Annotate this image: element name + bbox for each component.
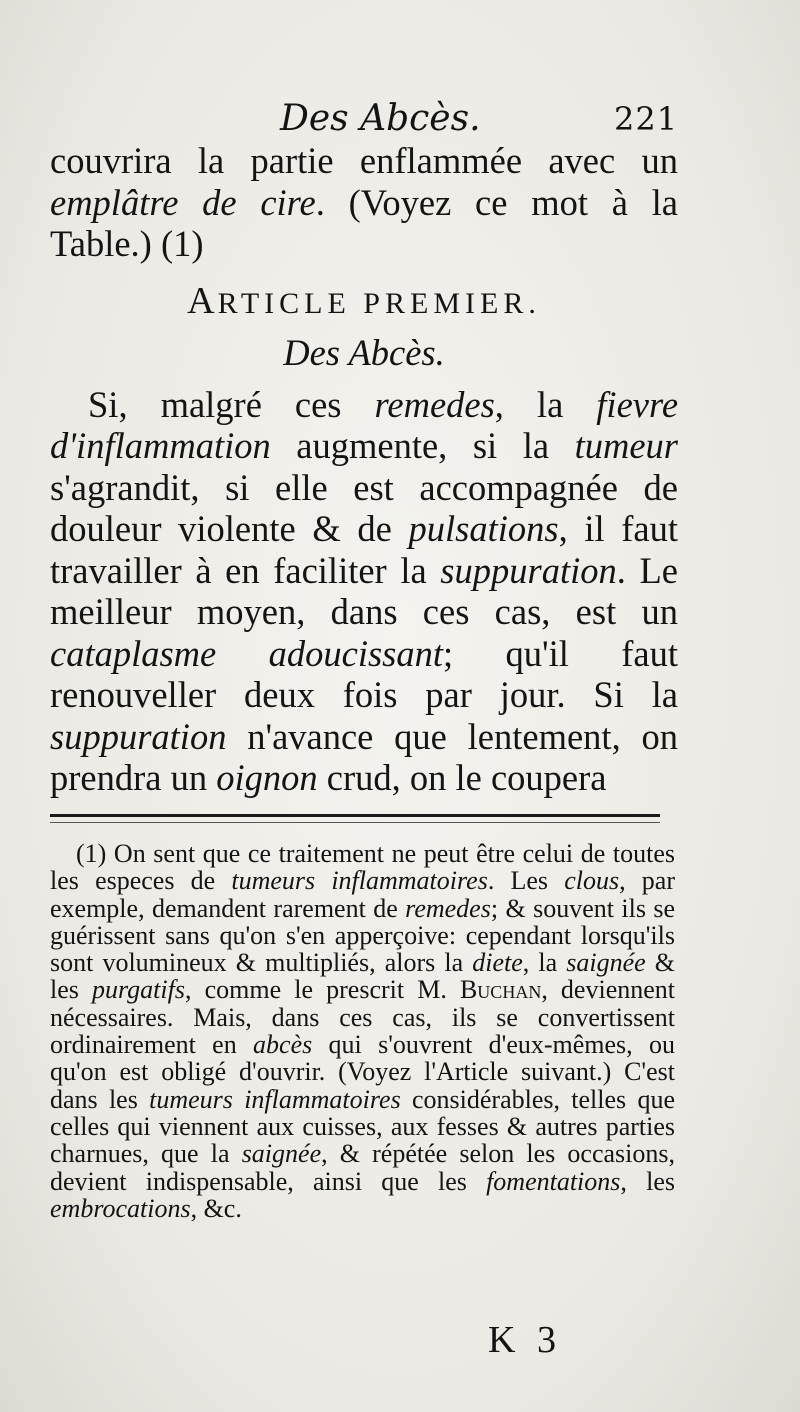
italic-run: cataplasme adoucissant [50,632,444,674]
italic-run: saignée [241,1139,322,1169]
italic-run: abcès [253,1030,313,1060]
text-run: . Le meilleur moyen, dans ces cas, est un [50,549,678,632]
running-title: Des Abcès. [280,98,481,139]
main-text [50,140,678,799]
footnote-paragraph [50,840,675,1222]
text-run: & les [50,948,675,1005]
text-run: augmente, si la [270,425,575,466]
page-number: 221 [614,100,679,138]
italic-run: tumeur [574,425,678,466]
italic-run: saignée [566,948,646,978]
italic-run: pulsations [408,508,559,549]
text-run: , &c. [190,1193,242,1223]
italic-run: diete [472,948,523,978]
text-run: , la [494,383,597,425]
text-run: qui s'ouvrent d'eux-mêmes, ou qu'on est obligé d'ouvrir. (Voyez l'Article suivant.) C'est dans les [50,1030,676,1114]
article-heading [50,281,678,325]
heading-initial: A [187,279,218,322]
italic-run: clous [564,866,620,896]
text-run: , les [620,1166,675,1196]
text-run: couvrira la partie enflammée avec un [50,140,678,181]
italic-run: emplâtre de cire [50,181,316,223]
italic-run: remedes [374,383,495,425]
text-run: s'agrandit, si elle est accompagnée de douleur violente & de [50,466,678,549]
italic-run: fievre d'inflammation [50,383,679,466]
italic-run: embrocations [50,1193,191,1223]
text-run: ; & souvent ils se guérissent sans qu'on s'en apperçoive: cependant lorsqu'ils sont volumineux & multipliés, alors la [50,893,675,978]
footnote [50,840,675,1222]
body-paragraph [50,384,678,799]
section-title: Des Abcès. [283,332,445,373]
italic-run: oignon [216,757,318,798]
italic-run: purgatifs [92,975,185,1005]
text-run: , par exemple, demandent rarement de [50,866,676,923]
text-run: n'avance que lentement, on prendra un [50,715,678,798]
text-run: ; qu'il faut renouveller deux fois par jour. Si la [50,632,679,715]
continuation-paragraph [50,140,678,265]
italic-run: fomentations [486,1166,621,1196]
italic-run: tumeurs inflammatoires [149,1084,401,1114]
author-name: Buchan [459,975,542,1005]
footnote-separator-thin-rule [50,822,660,823]
text-run: Si, malgré ces [88,383,375,425]
italic-run: suppuration [50,715,227,757]
text-run: , la [522,948,567,978]
footnote-separator-rule [50,814,660,817]
text-run: (1) On sent que ce traitement ne peut être celui de toutes les especes de [50,839,675,896]
italic-run: remedes [405,893,491,923]
text-run: . Les [487,866,565,896]
text-run: . (Voyez ce mot à la Table.) (1) [50,181,679,264]
text-run: crud, on le coupera [317,757,607,798]
italic-run: suppuration [440,549,617,591]
heading-rest: RTICLE PREMIER. [217,286,541,320]
signature-mark: K 3 [488,1319,562,1361]
text-run: , comme le prescrit M. [184,975,460,1005]
text-run: considérables, telles que celles qui viennent aux cuisses, aux fesses & autres parties charnues, que la [50,1084,675,1169]
italic-run: tumeurs inflammatoires [231,866,488,896]
text-run: , il faut travailler à en faciliter la [50,508,678,591]
text-run: , deviennent nécessaires. Mais, dans ces cas, ils se convertissent ordinairement en [50,975,676,1060]
text-run: , & répétée selon les occasions, devient indispensable, ainsi que les [50,1139,676,1196]
